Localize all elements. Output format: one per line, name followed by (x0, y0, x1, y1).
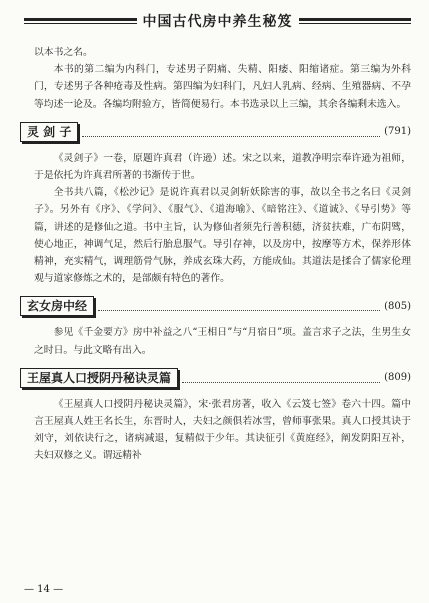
entry-paragraph: 《王屋真人口授阴丹秘诀灵篇》，宋·张君房著，收入《云笈七签》卷六十四。篇中言王屋真人姓王名长生，东晋时人，夫妇之颜俱若冰雪，曾师事张果。真人口授其诀于刘守，刘依诀行之，诸病减退，复精似于少年。其诀征引《黄庭经》，阐发阴阳互补，夫妇双修之义。谓远精补 (34, 398, 411, 462)
entry-heading-lingjianzi (20, 122, 411, 142)
dot-leader (182, 373, 380, 383)
entry-page-number: (805) (384, 300, 411, 312)
entry-heading-wangwu (20, 368, 411, 388)
entry-paragraph: 《灵剑子》一卷，原题许真君（许逊）述。宋之以来，道教净明宗奉许逊为祖师，于是依托为许真君所著的书渐传于世。 (34, 152, 411, 182)
entry-heading-xuannv (20, 296, 411, 316)
intro-paragraph: 本书的第二编为内科门，专述男子阴痛、失精、阳痿、阳缩诸症。第三编为外科门，专述男子各种疮毒及性病。第四编为妇科门，凡妇人乳病、经病、生殖器病、不孕等均述一论及。各编均附验方，皆简便易行。本书选录以上三编，其余各编剩未选入。 (34, 64, 411, 110)
dot-leader (98, 301, 380, 311)
running-header (24, 10, 411, 32)
dot-leader (82, 127, 380, 137)
entry-page-number: (791) (384, 126, 411, 138)
entry-paragraph: 参见《千金要方》房中补益之八“王相日”与“月宿日”项。盖言求子之法，生男生女之时日。与此文略有出入。 (34, 327, 411, 356)
entry-title: 玄女房中经 (20, 296, 94, 316)
intro-paragraph: 以本书之名。 (34, 47, 93, 58)
header-rule-left (24, 18, 137, 24)
entry-title: 王屋真人口授阴丹秘诀灵篇 (20, 368, 178, 388)
book-title: 中国古代房中养生秘笈 (142, 14, 293, 30)
header-rule-right (299, 18, 412, 24)
page-footer-number: — 14 — (24, 584, 64, 595)
entry-title: 灵 剑 子 (20, 122, 78, 142)
page-content (27, 44, 411, 465)
entry-paragraph: 全书共八篇，《松沙记》是说许真君以灵剑斩妖除害的事，故以全书之名曰《灵剑子》。另外有《序》、《学问》、《服气》、《道海喻》、《暗铭注》、《道诚》、《导引势》等篇，讲述的是修仙之道。书中主旨，认为修仙者须先行善积德，济贫扶难，广布阴骘，使心地正，神调气足，然后行胎息服气。导引存神，以及房中，按摩等方术，保养形体精神，充实精气，调理筋骨气脉，养成玄珠大药，方能成仙。其道法是揉合了儒家伦理观与道家修炼之术的，是部颇有特色的著作。 (34, 187, 411, 285)
entry-page-number: (809) (384, 372, 411, 384)
